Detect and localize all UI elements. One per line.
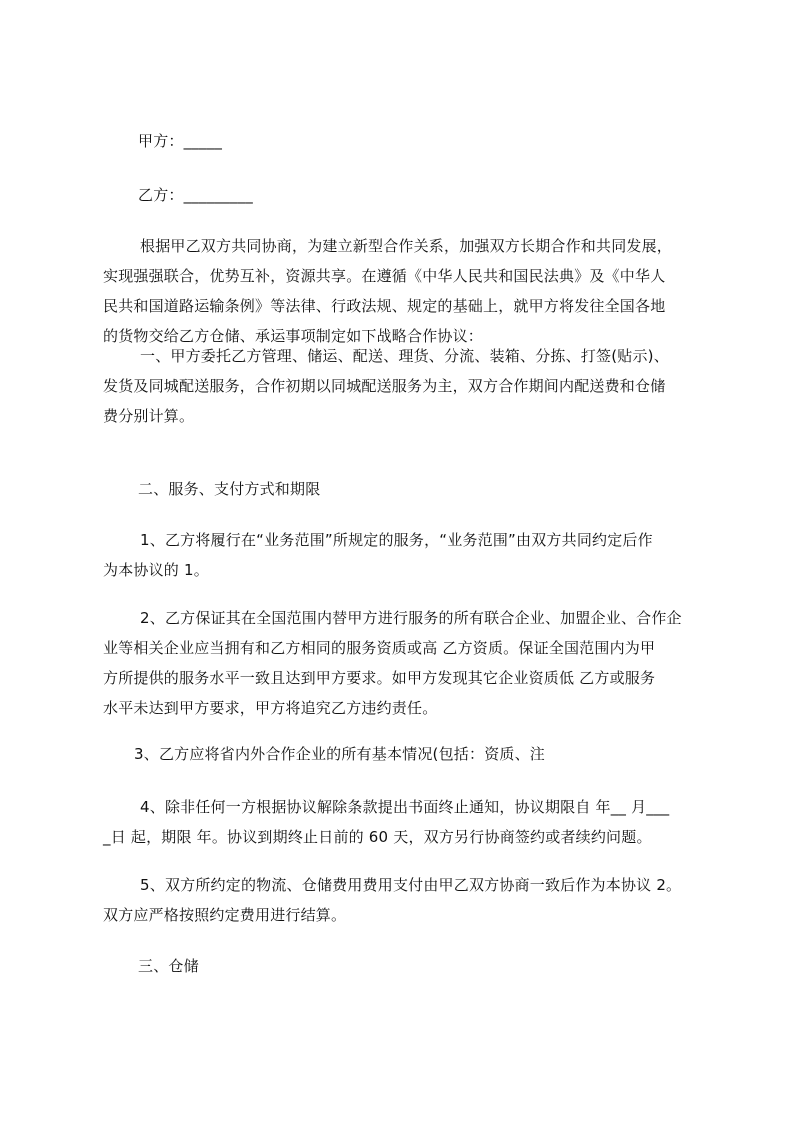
clause-5-line: 5、双方所约定的物流、仓储费用费用支付由甲乙双方协商一致后作为本协议 2。 xyxy=(140,876,682,894)
clause-4-line: _日 起，期限 年。协议到期终止日前的 60 天，双方另行协商签约或者续约问题。 xyxy=(103,828,652,846)
intro-line: 根据甲乙双方共同协商，为建立新型合作关系，加强双方长期合作和共同发展， xyxy=(140,237,673,255)
clause-1-line: 1、乙方将履行在“业务范围”所规定的服务，“业务范围”由双方共同约定后作 xyxy=(140,531,653,549)
section-1-line: 发货及同城配送服务，合作初期以同城配送服务为主，双方合作期间内配送费和仓储 xyxy=(103,377,666,395)
section-2-title: 二、服务、支付方式和期限 xyxy=(138,480,321,498)
clause-2-line: 2、乙方保证其在全国范围内替甲方进行服务的所有联合企业、加盟企业、合作企 xyxy=(140,609,682,627)
section-1-line: 一、甲方委托乙方管理、储运、配送、理货、分流、装箱、分拣、打签(贴示)、 xyxy=(140,347,669,365)
clause-3-line: 3、乙方应将省内外合作企业的所有基本情况(包括：资质、注 xyxy=(134,745,545,763)
clause-4-line: 4、除非任何一方根据协议解除条款提出书面终止通知，协议期限自 年__ 月___ xyxy=(140,798,670,816)
section-3-title: 三、仓储 xyxy=(138,957,199,975)
clause-5-paragraph xyxy=(103,870,713,930)
clause-5-line: 双方应严格按照约定费用进行结算。 xyxy=(103,906,347,924)
section-1-paragraph xyxy=(103,341,713,431)
clause-1-line: 为本协议的 1。 xyxy=(103,561,209,579)
intro-paragraph xyxy=(103,231,713,351)
clause-2-line: 水平未达到甲方要求，甲方将追究乙方违约责任。 xyxy=(103,699,438,717)
intro-line: 的货物交给乙方仓储、承运事项制定如下战略合作协议： xyxy=(103,327,484,345)
clause-1-paragraph xyxy=(103,525,713,585)
section-1-line: 费分别计算。 xyxy=(103,407,195,425)
clause-2-paragraph xyxy=(103,603,713,723)
intro-line: 实现强强联合，优势互补，资源共享。在遵循《中华人民共和国民法典》及《中华人 xyxy=(103,267,666,285)
party-b-line: 乙方：_________ xyxy=(138,186,253,204)
clause-4-paragraph xyxy=(103,792,713,852)
clause-2-line: 业等相关企业应当拥有和乙方相同的服务资质或高 乙方资质。保证全国范围内为甲 xyxy=(103,639,656,657)
clause-2-line: 方所提供的服务水平一致且达到甲方要求。如甲方发现其它企业资质低 乙方或服务 xyxy=(103,669,656,687)
party-a-line: 甲方：_____ xyxy=(138,132,223,150)
intro-line: 民共和国道路运输条例》等法律、行政法规、规定的基础上，就甲方将发往全国各地 xyxy=(103,297,666,315)
